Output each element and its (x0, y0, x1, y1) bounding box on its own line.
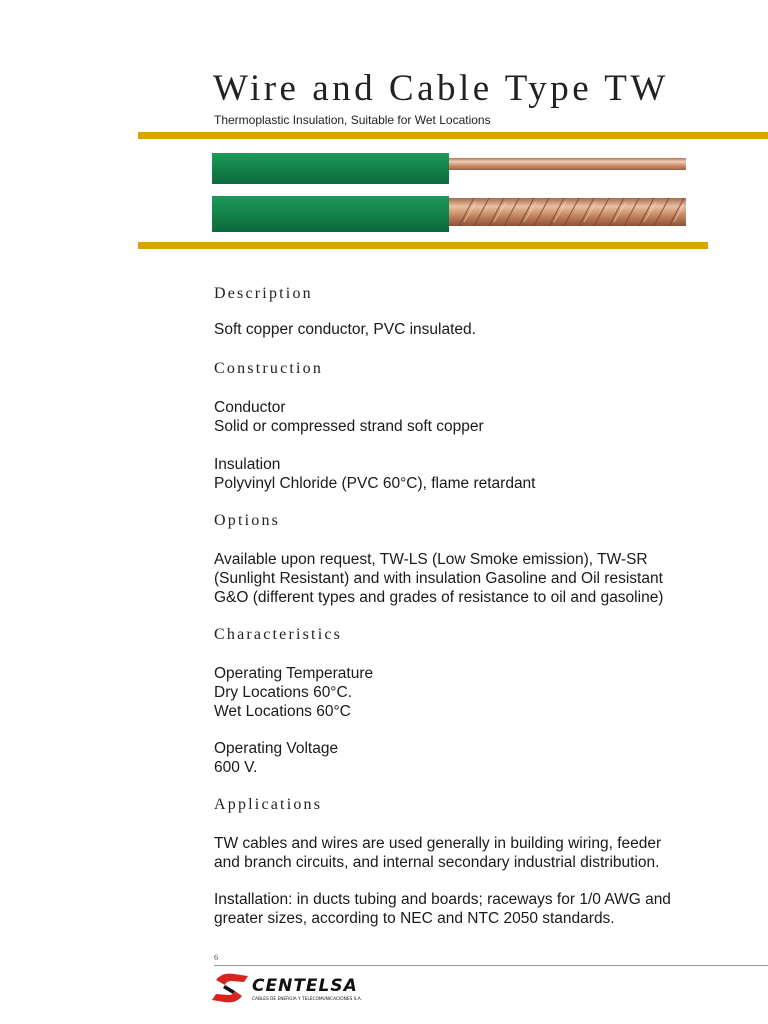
applications-usage: TW cables and wires are used generally in building wiring, feeder and branch circuits, and internal secondary industrial distribution. (214, 835, 662, 871)
logo-wordmark: CENTELSA (252, 976, 358, 996)
heading-options: Options (214, 512, 281, 529)
logo-tagline: CABLES DE ENERGIA Y TELECOMUNICACIONES S.A. (252, 997, 363, 1002)
stranded-wire-image (212, 194, 688, 234)
construction-conductor: Conductor Solid or compressed strand soft copper (214, 399, 484, 435)
centelsa-emblem-icon (212, 974, 248, 1003)
description-text: Soft copper conductor, PVC insulated. (214, 321, 476, 338)
heading-characteristics: Characteristics (214, 626, 343, 643)
solid-wire-image (212, 151, 688, 186)
applications-installation: Installation: in ducts tubing and boards; raceways for 1/0 AWG and greater sizes, according to NEC and NTC 2050 standards. (214, 891, 671, 927)
options-text: Available upon request, TW-LS (Low Smoke emission), TW-SR (Sunlight Resistant) and with insulation Gasoline and Oil resistant G&O (different types and grades of resistance to oil and gasoline) (214, 551, 664, 606)
bottom-gold-rule (138, 242, 708, 249)
wire-insulation (212, 153, 449, 184)
top-gold-rule (138, 132, 768, 139)
page-title: Wire and Cable Type TW (213, 68, 669, 109)
characteristics-temperature: Operating Temperature Dry Locations 60°C. Wet Locations 60°C (214, 665, 374, 720)
page-number: 6 (214, 953, 218, 962)
page-subtitle: Thermoplastic Insulation, Suitable for Wet Locations (214, 113, 491, 127)
heading-construction: Construction (214, 360, 324, 377)
characteristics-voltage: Operating Voltage 600 V. (214, 740, 339, 776)
wire-insulation (212, 196, 449, 232)
heading-applications: Applications (214, 796, 323, 813)
heading-description: Description (214, 285, 313, 302)
footer-rule (214, 965, 768, 966)
solid-copper-conductor (449, 158, 686, 170)
centelsa-logo (212, 970, 372, 1006)
construction-insulation: Insulation Polyvinyl Chloride (PVC 60°C), flame retardant (214, 456, 536, 492)
